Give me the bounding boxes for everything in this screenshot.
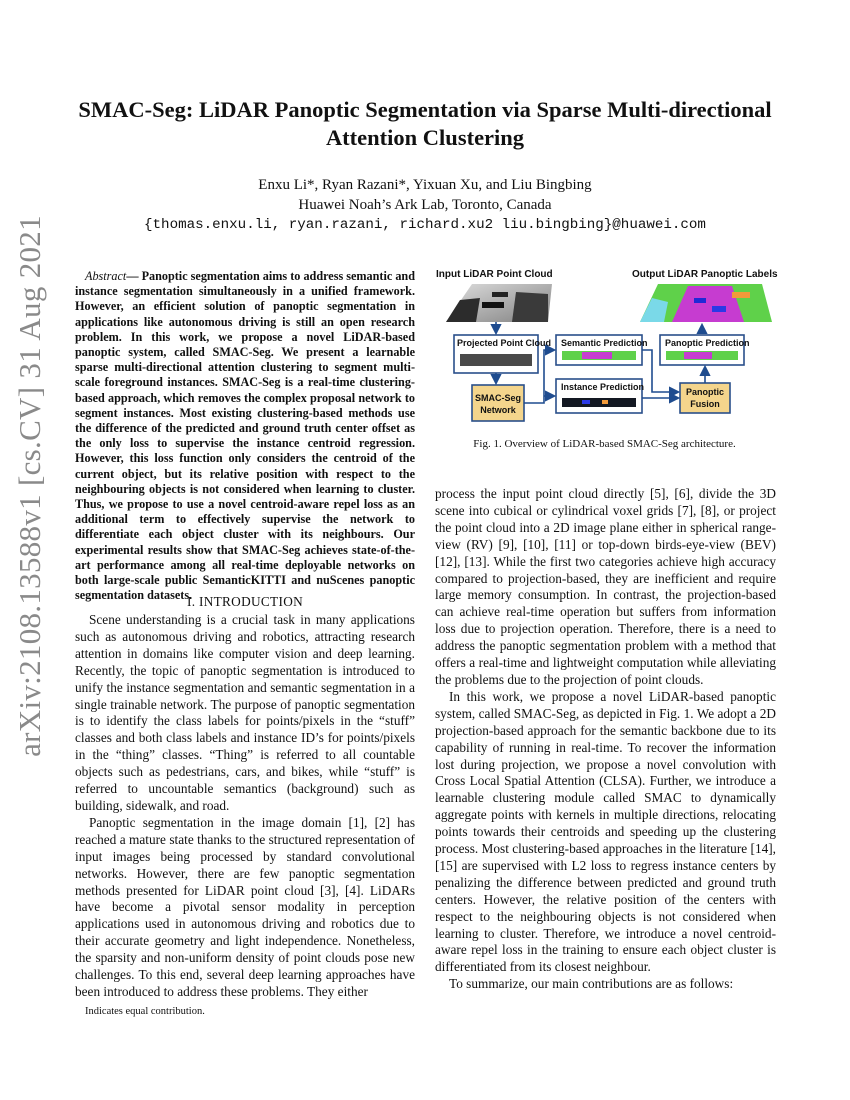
section-heading-introduction: I. INTRODUCTION [186,594,304,609]
abstract-body: — Panoptic segmentation aims to address semantic and instance segmentation simultaneously in a unified framework. However, an efficient solution of panoptic segmentation in applications like autonomous driving is still an open research problem. In this work, we propose a novel LiDAR-based panoptic system, called SMAC-Seg. We present a learnable sparse multi-directional attention clustering to segment multi-scale foreground instances. SMAC-Seg is a real-time clustering-based approach, which removes the complex proposal network to segment instances. Most existing clustering-based methods use the difference of the predicted and ground truth center offset as the only loss to supervise the instance centroid regression. However, this loss function only considers the centroid of the current object, but its relative position with respect to the neighbouring objects is not considered when learning to cluster. Thus, we propose to use a novel centroid-aware repel loss as an additional term to effectively supervise the network to differentiate each object cluster with its neighbours. Our experimental results show that SMAC-Seg achieves state-of-the-art performance among all real-time deployable networks on both large-scale public SemanticKITTI and nuScenes panoptic segmentation datasets. [75,269,415,603]
figure-1-architecture-diagram [432,262,780,427]
title-line-1: SMAC-Seg: LiDAR Panoptic Segmentation via Sparse Multi-directional [78,97,772,122]
right-paragraph-1: process the input point cloud directly [5], [6], divide the 3D scene into cubical or cylindrical voxel grids [7], [8], or project the point cloud into a 2D image plane either in spherical range-view (RV) [9], [10], [11] or top-down birds-eye-view (BEV) [12], [13]. While the first two categories achieve high accuracy compared to projection-based, they are inefficient and require large memory consumption. In contrast, the projection-based can achieve real-time operation but suffers from information loss due to projection operation. Therefore, there is a need to address the panoptic segmentation problem with a method that offers a real-time and lightweight computation while alleviating the problems due to the projection of point clouds. [435,486,776,687]
intro-paragraph-1: Scene understanding is a crucial task in many applications such as autonomous driving and robotics, attracting research attention in domains like computer vision and deep learning. Recently, the topic of panoptic segmentation is introduced to unify the instance segmentation and semantic segmentation in a single trainable network. The purpose of panoptic segmentation is to identify the class labels for points/pixels in the “stuff” classes and both class labels and instance ID’s for points/pixels in the “thing” classes. “Thing” is referred to all countable objects such as pedestrians, cars, and bikes, while “stuff” is referred to uncountable semantics (background) such as building, sidewalk, and road. [75,612,415,813]
abstract-lead: Abstract [85,269,127,283]
input-point-cloud-image [446,284,552,322]
smac-seg-network-box [472,385,524,421]
fusion-label-line-2: Fusion [690,399,720,409]
right-paragraph-3: To summarize, our main contributions are as follows: [449,976,734,992]
abstract [75,269,415,603]
introduction-left-column [75,612,415,1001]
output-panoptic-labels-image [640,284,772,322]
arxiv-identifier [2,215,58,757]
affiliation: Huawei Noah’s Ark Lab, Toronto, Canada [298,197,552,213]
author-names: Enxu Li*, Ryan Razani*, Yixuan Xu, and Liu Bingbing [258,177,592,193]
panoptic-prediction-label: Panoptic Prediction [665,338,750,348]
paper-title [60,96,790,152]
right-paragraph-2: In this work, we propose a novel LiDAR-based panoptic system, called SMAC-Seg, as depicted in Fig. 1. We adopt a 2D projection-based approach for the semantic backbone due to its capability of running in real-time. To recover the information lost during projection, we propose a novel convolution with Cross Local Spatial Attention (CLSA). Further, we introduce a learnable clustering module called SMAC to dynamically aggregate points with kernels in multiple directions, relocating points towards their centroids and speeding up the clustering process. Most clustering-based approaches in the literature [14], [15] are supervised with L2 loss to regress instance centers by penalizing the difference between predicted and ground truth centers. However, the relative position of the centers with respect to the neighbouring objects is not considered when learning to cluster. Therefore, we introduce a novel centroid-aware repel loss in the training to ensure each object cluster is differentiated from its closest neighbour. [435,688,776,975]
semantic-label: Semantic Prediction [561,338,648,348]
figure-1-caption: Fig. 1. Overview of LiDAR-based SMAC-Seg architecture. [473,438,736,450]
author-block [60,175,790,235]
input-title: Input LiDAR Point Cloud [436,269,553,280]
intro-paragraph-2: Panoptic segmentation in the image domain [1], [2] has reached a mature state thanks to the structured representation of input images being processed by standard convolutional networks. However, there are few panoptic segmentation methods presented for LiDAR point cloud [3], [4]. LiDARs have become a pivotal sensor modality in perception applications used in autonomous driving and robotics due to their accurate geometry and light independence. Nonetheless, the sparsity and non-uniform density of point clouds pose new challenges. To this end, several deep learning approaches have been introduced to address these problems. They either [75,814,415,999]
network-label-line-2: Network [480,405,516,415]
introduction-right-column [435,486,776,993]
footnote-equal-contribution: Indicates equal contribution. [85,1006,205,1017]
projected-label: Projected Point Cloud [457,338,552,348]
fusion-label-line-1: Panoptic [685,387,725,397]
output-title: Output LiDAR Panoptic Labels [632,269,778,280]
author-emails: {thomas.enxu.li, ryan.razani, richard.xu2 liu.bingbing}@huawei.com [144,217,706,233]
instance-label: Instance Prediction [561,382,645,392]
network-label-line-1: SMAC-Seg [474,393,522,403]
title-line-2: Attention Clustering [325,125,525,150]
arxiv-id-text: arXiv:2108.13588v1 [cs.CV] 31 Aug 2021 [12,215,47,757]
